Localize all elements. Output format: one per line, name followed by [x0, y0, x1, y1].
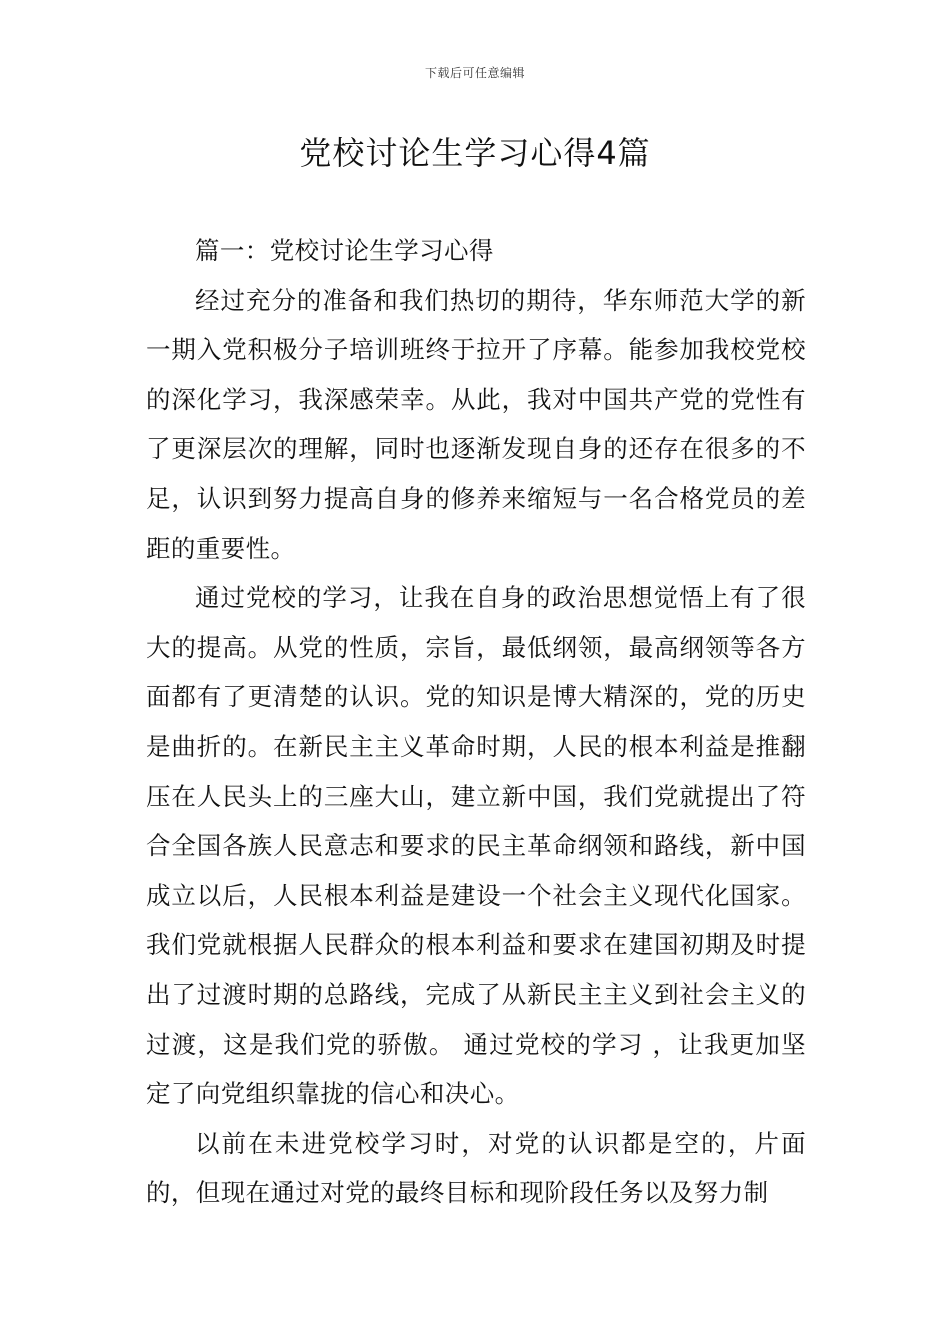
document-body: [146, 226, 806, 1218]
paragraph-2: 通过党校的学习，让我在自身的政治思想觉悟上有了很大的提高。从党的性质，宗旨，最低纲领，最高纲领等各方面都有了更清楚的认识。党的知识是博大精深的，党的历史是曲折的。在新民主主义革命时期，人民的根本利益是推翻压在人民头上的三座大山，建立新中国，我们党就提出了符合全国各族人民意志和要求的民主革命纲领和路线，新中国成立以后，人民根本利益是建设一个社会主义现代化国家。我们党就根据人民群众的根本利益和要求在建国初期及时提出了过渡时期的总路线，完成了从新民主主义到社会主义的过渡，这是我们党的骄傲。 通过党校的学习 ，让我更加坚定了向党组织靠拢的信心和决心。: [146, 583, 806, 1109]
paragraph-3: 以前在未进党校学习时，对党的认识都是空的，片面的，但现在通过对党的最终目标和现阶段任务以及努力制: [146, 1128, 806, 1208]
document-title: 党校讨论生学习心得4篇: [299, 134, 651, 172]
header-note: 下载后可任意编辑: [424, 66, 525, 80]
section-heading: 篇一：党校讨论生学习心得: [195, 236, 494, 265]
paragraph-1: 经过充分的准备和我们热切的期待，华东师范大学的新一期入党积极分子培训班终于拉开了序幕。能参加我校党校的深化学习，我深感荣幸。从此，我对中国共产党的党性有了更深层次的理解，同时也逐渐发现自身的还存在很多的不足，认识到努力提高自身的修养来缩短与一名合格党员的差距的重要性。: [146, 285, 806, 563]
